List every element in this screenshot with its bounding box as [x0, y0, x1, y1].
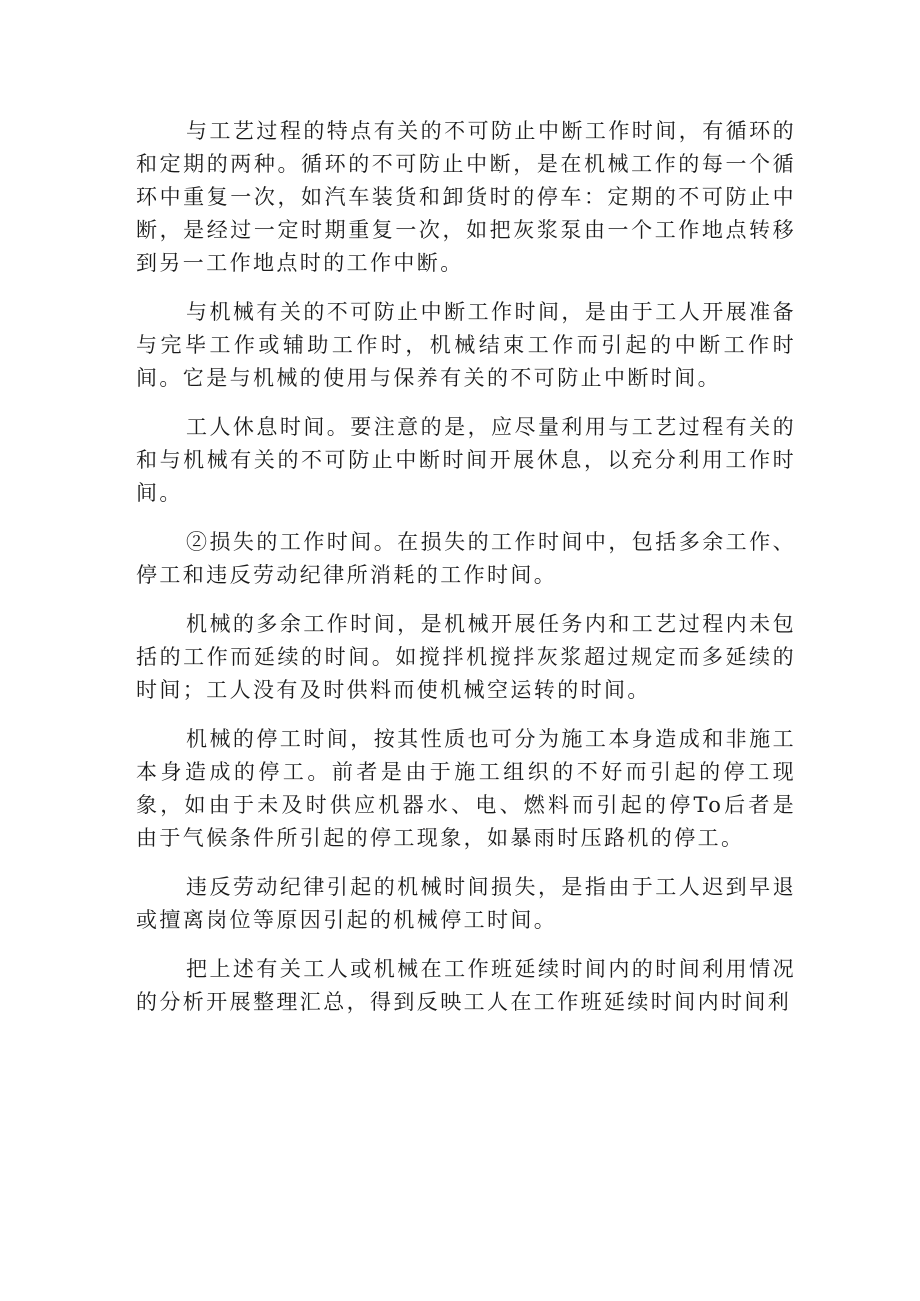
paragraph-8: 把上述有关工人或机械在工作班延续时间内的时间利用情况的分析开展整理汇总，得到反映工人在工作班延续时间内时间利	[136, 957, 796, 1014]
paragraph-2: 与机械有关的不可防止中断工作时间，是由于工人开展准备与完毕工作或辅助工作时，机械结束工作而引起的中断工作时间。它是与机械的使用与保养有关的不可防止中断时间。	[136, 300, 796, 390]
paragraph-7: 违反劳动纪律引起的机械时间损失，是指由于工人迟到早退或擅离岗位等原因引起的机械停工时间。	[136, 875, 796, 932]
paragraph-4: ②损失的工作时间。在损失的工作时间中，包括多余工作、停工和违反劳动纪律所消耗的工作时间。	[136, 530, 796, 587]
paragraph-3: 工人休息时间。要注意的是，应尽量利用与工艺过程有关的和与机械有关的不可防止中断时间开展休息，以充分利用工作时间。	[136, 415, 796, 505]
paragraph-6: 机械的停工时间，按其性质也可分为施工本身造成和非施工本身造成的停工。前者是由于施工组织的不好而引起的停工现象，如由于未及时供应机器水、电、燃料而引起的停To后者是由于气候条件所引起的停工现象，如暴雨时压路机的停工。	[136, 727, 796, 850]
document-page	[136, 115, 796, 1035]
paragraph-5: 机械的多余工作时间，是机械开展任务内和工艺过程内未包括的工作而延续的时间。如搅拌机搅拌灰浆超过规定而多延续的时间；工人没有及时供料而使机械空运转的时间。	[136, 612, 796, 702]
paragraph-1: 与工艺过程的特点有关的不可防止中断工作时间，有循环的和定期的两种。循环的不可防止中断，是在机械工作的每一个循环中重复一次，如汽车装货和卸货时的停车：定期的不可防止中断，是经过一定时期重复一次，如把灰浆泵由一个工作地点转移到另一工作地点时的工作中断。	[136, 119, 796, 275]
